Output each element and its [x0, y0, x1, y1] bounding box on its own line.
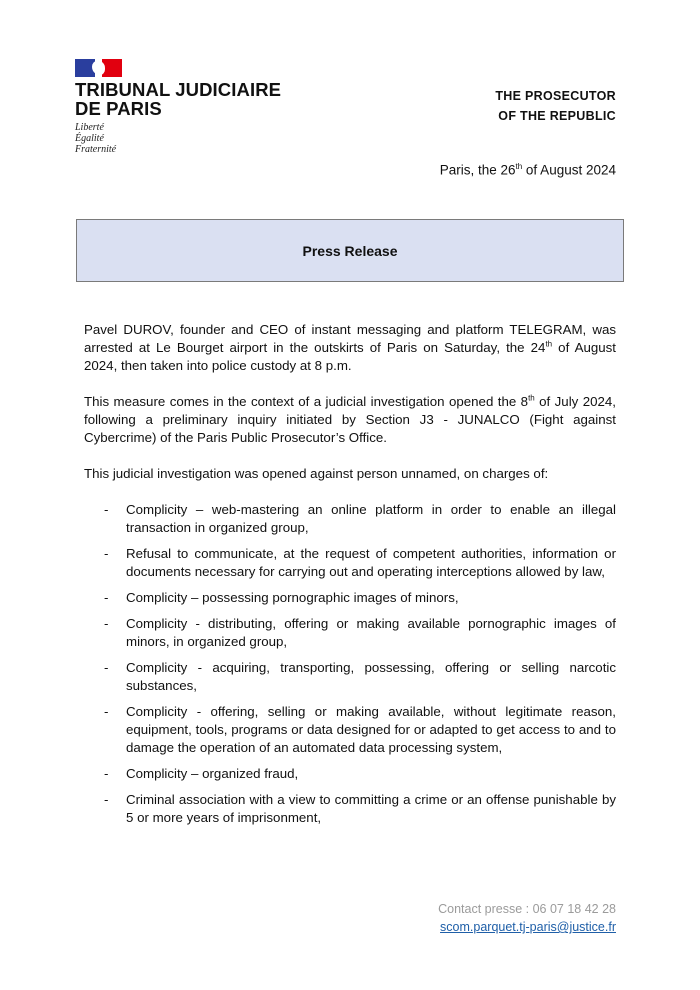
document-title: Press Release: [302, 242, 398, 259]
list-item: - Complicity – web-mastering an online platform in order to enable an illegal transaction in organized group,: [104, 502, 616, 535]
document-title-box: [76, 219, 624, 282]
republic-motto: Liberté Égalité Fraternité: [75, 122, 117, 155]
paragraph-charges-intro: This judicial investigation was opened against person unnamed, on charges of:: [84, 466, 549, 481]
list-item: - Complicity - offering, selling or making available, without legitimate reason, equipment, tools, programs or data designed for or adapted to get access to and to damage the operation of an automated data processing system,: [104, 704, 616, 755]
issuing-office: THE PROSECUTOR OF THE REPUBLIC: [495, 89, 616, 123]
charges-list: [84, 501, 616, 827]
court-logo: [75, 59, 281, 155]
list-item: - Criminal association with a view to committing a crime or an offense punishable by 5 or more years of imprisonment,: [104, 792, 616, 825]
list-item: - Complicity – organized fraud,: [104, 766, 299, 781]
court-name: TRIBUNAL JUDICIAIRE DE PARIS: [75, 79, 282, 119]
list-item: - Refusal to communicate, at the request of competent authorities, information or documents necessary for carrying out and operating interceptions allowed by law,: [104, 546, 616, 579]
paragraph-context: This measure comes in the context of a judicial investigation opened the 8th of July 2024, following a preliminary inquiry initiated by Section J3 - JUNALCO (Fight against Cybercrime) of the Paris Public Prosecutor’s Office.: [84, 393, 617, 445]
list-item: - Complicity - distributing, offering or making available pornographic images of minors, in organized group,: [104, 616, 616, 649]
list-item: - Complicity – possessing pornographic images of minors,: [104, 590, 459, 605]
document-body: [84, 321, 616, 835]
document-date: Paris, the 26th of August 2024: [439, 162, 616, 178]
contact-phone: Contact presse : 06 07 18 42 28: [438, 902, 616, 916]
contact-email-link[interactable]: scom.parquet.tj-paris@justice.fr: [440, 920, 616, 934]
press-contact: [438, 900, 616, 936]
marianne-flag-icon: [75, 59, 122, 77]
list-item: - Complicity - acquiring, transporting, possessing, offering or selling narcotic substances,: [104, 660, 616, 693]
paragraph-arrest: Pavel DUROV, founder and CEO of instant messaging and platform TELEGRAM, was arrested at Le Bourget airport in the outskirts of Paris on Saturday, the 24th of August 2024, then taken into police custody at 8 p.m.: [84, 322, 616, 373]
